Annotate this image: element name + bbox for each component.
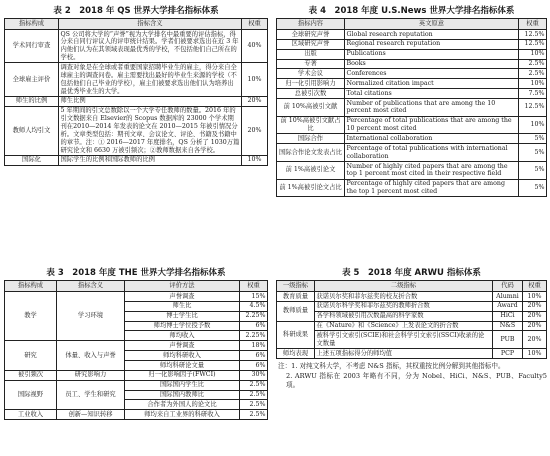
indicator-code: PCP — [493, 349, 523, 359]
indicator-name: 国际合作论文发表占比 — [277, 144, 345, 162]
table-note: 注：1. 对纯文科大学，不考虑 N&S 指标，其权重按比例分解到其他指标中。 — [278, 362, 505, 371]
indicator-name: 前 1%高被引论文占比 — [277, 179, 345, 197]
column-header: 指标含义 — [59, 19, 242, 30]
indicator-meaning: 员工、学生和研究 — [57, 380, 125, 410]
indicator-name: 学术会议 — [277, 69, 345, 79]
indicator-meaning: 体量、收入与声誉 — [57, 341, 125, 371]
column-header: 权重 — [523, 281, 547, 292]
table-row — [277, 39, 547, 49]
indicator-weight: 2.25% — [240, 311, 268, 321]
indicator-weight: 20% — [523, 321, 547, 331]
indicator-weight: 40% — [242, 30, 268, 63]
usnews-caption: 表 4 2018 年度 U.S.News 世界大学排名指标体系 — [308, 6, 515, 16]
indicator-weight: 18% — [240, 341, 268, 351]
table-row — [5, 292, 268, 302]
secondary-indicator: 获诺贝尔科学奖和菲尔兹奖的教师折合数 — [315, 301, 493, 311]
indicator-weight: 10% — [523, 292, 547, 302]
indicator-meaning: 学习环境 — [57, 292, 125, 341]
table-row — [277, 144, 547, 162]
table-row — [277, 89, 547, 99]
primary-indicator: 教师质量 — [277, 301, 315, 321]
indicator-weight: 20% — [523, 311, 547, 321]
table-row — [277, 134, 547, 144]
column-header: 代码 — [493, 281, 523, 292]
primary-indicator: 教育质量 — [277, 292, 315, 302]
indicator-name: 教学 — [5, 292, 57, 341]
indicator-english: Books — [345, 59, 519, 69]
indicator-weight: 2.5% — [240, 390, 268, 400]
indicator-weight: 30% — [240, 370, 268, 380]
column-header: 指标构成 — [5, 281, 57, 292]
indicator-weight: 6% — [240, 321, 268, 331]
table-row — [5, 106, 268, 155]
table-row — [5, 155, 268, 165]
indicator-weight: 2.5% — [240, 380, 268, 390]
evaluation-method: 师均博士学位授予数 — [125, 321, 240, 331]
indicator-name: 研究 — [5, 341, 57, 371]
table-row — [277, 79, 547, 89]
indicator-code: PUB — [493, 331, 523, 349]
column-header: 一级指标 — [277, 281, 315, 292]
column-header: 指标内容 — [277, 19, 345, 30]
evaluation-method: 声誉调查 — [125, 341, 240, 351]
indicator-weight: 12.5% — [519, 39, 547, 49]
arwu-notes — [276, 362, 547, 391]
column-header: 指标含义 — [57, 281, 125, 292]
table-row — [277, 162, 547, 180]
indicator-code: Award — [493, 301, 523, 311]
indicator-description: 国际学生的比例和国际教师的比例 — [59, 155, 242, 165]
indicator-description: QS 公司将大学的“声誉”视为大学排名中最重要的评估指标，得分来自同行评议人的评审统计结果。学者们被要求选出在近 3 年内他们认为在其领域表现最优秀的学校，不包括他们自己所在的学校。 — [59, 30, 242, 63]
indicator-name: 被引频次 — [5, 370, 57, 380]
indicator-name: 前 10%高被引文献 — [277, 99, 345, 117]
qs-table — [4, 18, 268, 166]
indicator-name: 工业收入 — [5, 410, 57, 420]
table-row — [277, 321, 547, 331]
indicator-code: Alumni — [493, 292, 523, 302]
indicator-name: 国际合作 — [277, 134, 345, 144]
indicator-weight: 20% — [523, 331, 547, 349]
indicator-name: 教师人均引文 — [5, 106, 59, 155]
column-header: 权重 — [242, 19, 268, 30]
indicator-weight: 20% — [242, 106, 268, 155]
indicator-weight: 15% — [240, 292, 268, 302]
table-row — [5, 341, 268, 351]
table-row — [277, 49, 547, 59]
table-row — [277, 179, 547, 197]
table-row — [277, 30, 547, 40]
evaluation-method: 合作者为外国人的论文比 — [125, 400, 240, 410]
indicator-name: 前 10%高被引文献占比 — [277, 116, 345, 134]
indicator-weight: 2.5% — [519, 69, 547, 79]
usnews-panel — [276, 4, 547, 197]
table-row — [277, 69, 547, 79]
secondary-indicator: 上述五项指标得分的师均值 — [315, 349, 493, 359]
evaluation-method: 师均来自工业界的科研收入 — [125, 410, 240, 420]
secondary-indicator: 各学科领域被引用次数最高的科学家数 — [315, 311, 493, 321]
column-header: 二级指标 — [315, 281, 493, 292]
secondary-indicator: 获诺贝尔奖和菲尔兹奖的校友折合数 — [315, 292, 493, 302]
table-note: 2. ARWU 指标在 2003 年略有不同，分为 Nobel、HiCi、N&S、PUB、Faculty5 项。 — [286, 371, 547, 390]
qs-caption: 表 2 2018 年 QS 世界大学排名指标体系 — [53, 6, 219, 16]
indicator-weight: 4.5% — [240, 301, 268, 311]
indicator-name: 总被引次数 — [277, 89, 345, 99]
indicator-weight: 10% — [242, 155, 268, 165]
evaluation-method: 归一化影响因子(FWCI) — [125, 370, 240, 380]
evaluation-method: 师均科研论文量 — [125, 361, 240, 371]
indicator-english: Conferences — [345, 69, 519, 79]
indicator-english: Percentage of total publications with international collaboration — [345, 144, 519, 162]
indicator-description: 5 年期间的引文总数除以一个大学专任教师的数量。2016 年的引文数据来自 Elsevier的 Scopus 数据库的 23000 个学术期刊在2010—2014 年发表的论文在 2010—2015 年被引情况分析。文章类型包括：期刊文章、会议论文、评论、书籍及书籍中的章节。注：① 2016—2017 年度排名，QS 分析了 1030万篇研究论文和 6630 万被引频次；②教师数据来自各学校。 — [59, 106, 242, 155]
indicator-english: Number of publications that are among the 10 percent most cited — [345, 99, 519, 117]
the-table — [4, 280, 268, 420]
indicator-weight: 6% — [240, 351, 268, 361]
indicator-name: 学术同行审查 — [5, 30, 59, 63]
indicator-name: 全球研究声誉 — [277, 30, 345, 40]
table-row — [5, 63, 268, 96]
indicator-english: Global research reputation — [345, 30, 519, 40]
table-row — [277, 331, 547, 349]
secondary-indicator: 被科学引文索引(SCIE)和社会科学引文索引(SSCI)收录的论文数量 — [315, 331, 493, 349]
secondary-indicator: 在《Nature》和《Science》上发表论文的折合数 — [315, 321, 493, 331]
arwu-table — [276, 280, 547, 359]
evaluation-method: 师均收入 — [125, 331, 240, 341]
table-row — [5, 30, 268, 63]
indicator-weight: 12.5% — [519, 99, 547, 117]
indicator-meaning: 研究影响力 — [57, 370, 125, 380]
indicator-name: 国际化 — [5, 155, 59, 165]
table-row — [277, 301, 547, 311]
indicator-english: Number of highly cited papers that are among the top 1 percent most cited in their respective field — [345, 162, 519, 180]
indicator-weight: 5% — [519, 144, 547, 162]
usnews-table — [276, 18, 547, 197]
indicator-name: 全球雇主评价 — [5, 63, 59, 96]
indicator-code: N&S — [493, 321, 523, 331]
indicator-weight: 2.25% — [240, 331, 268, 341]
indicator-weight: 5% — [519, 134, 547, 144]
indicator-description: 调查对象是在全球或者重要国家招聘毕业生的雇主，得分来自全球雇主的调查问卷。雇主需要找出最好的毕业生来源的学校（不包括他们自己毕业的学校），雇主们被要求选出他们认为培养出最优秀毕业生的大学。 — [59, 63, 242, 96]
the-panel — [4, 266, 268, 420]
evaluation-method: 师均科研收入 — [125, 351, 240, 361]
indicator-name: 专著 — [277, 59, 345, 69]
indicator-weight: 2.5% — [240, 410, 268, 420]
evaluation-method: 国际国内教师比 — [125, 390, 240, 400]
indicator-weight: 10% — [519, 116, 547, 134]
indicator-name: 前 1%高被引论文 — [277, 162, 345, 180]
table-row — [5, 370, 268, 380]
indicator-english: International collaboration — [345, 134, 519, 144]
evaluation-method: 声誉调查 — [125, 292, 240, 302]
indicator-code: HiCi — [493, 311, 523, 321]
the-caption: 表 3 2018 年度 THE 世界大学排名指标体系 — [46, 268, 226, 278]
table-row — [277, 292, 547, 302]
indicator-name: 师生的比例 — [5, 96, 59, 106]
qs-panel — [4, 4, 268, 166]
indicator-english: Percentage of total publications that are among the 10 percent most cited — [345, 116, 519, 134]
indicator-weight: 2.5% — [519, 59, 547, 69]
indicator-weight: 10% — [242, 63, 268, 96]
column-header: 权重 — [519, 19, 547, 30]
indicator-english: Percentage of highly cited papers that are among the top 1 percent most cited — [345, 179, 519, 197]
indicator-english: Publications — [345, 49, 519, 59]
indicator-english: Total citations — [345, 89, 519, 99]
indicator-weight: 12.5% — [519, 30, 547, 40]
indicator-weight: 10% — [523, 349, 547, 359]
indicator-meaning: 创新—知识转移 — [57, 410, 125, 420]
table-row — [277, 349, 547, 359]
table-row — [5, 380, 268, 390]
table-row — [277, 59, 547, 69]
indicator-name: 归一化引用影响力 — [277, 79, 345, 89]
indicator-name: 国际视野 — [5, 380, 57, 410]
table-row — [277, 311, 547, 321]
column-header: 评价方法 — [125, 281, 240, 292]
primary-indicator: 师均表现 — [277, 349, 315, 359]
column-header: 指标构成 — [5, 19, 59, 30]
indicator-name: 区域研究声誉 — [277, 39, 345, 49]
indicator-weight: 5% — [519, 162, 547, 180]
indicator-weight: 10% — [519, 49, 547, 59]
primary-indicator: 科研成果 — [277, 321, 315, 349]
indicator-weight: 6% — [240, 361, 268, 371]
arwu-panel — [276, 266, 547, 391]
evaluation-method: 国际国内学生比 — [125, 380, 240, 390]
indicator-weight: 7.5% — [519, 89, 547, 99]
indicator-weight: 20% — [242, 96, 268, 106]
indicator-weight: 2.5% — [240, 400, 268, 410]
indicator-name: 出版 — [277, 49, 345, 59]
column-header: 权重 — [240, 281, 268, 292]
indicator-weight: 10% — [519, 79, 547, 89]
evaluation-method: 博士学生比 — [125, 311, 240, 321]
arwu-header-row — [277, 281, 547, 292]
indicator-weight: 5% — [519, 179, 547, 197]
table-row — [5, 410, 268, 420]
evaluation-method: 师生比 — [125, 301, 240, 311]
indicator-english: Normalized citation impact — [345, 79, 519, 89]
table-row — [5, 96, 268, 106]
column-header: 英文原意 — [345, 19, 519, 30]
indicator-english: Regional research reputation — [345, 39, 519, 49]
indicator-weight: 20% — [523, 301, 547, 311]
the-header-row — [5, 281, 268, 292]
indicator-description: 师生比例 — [59, 96, 242, 106]
qs-header-row — [5, 19, 268, 30]
table-row — [277, 99, 547, 117]
table-row — [277, 116, 547, 134]
usnews-header-row — [277, 19, 547, 30]
arwu-caption: 表 5 2018 年度 ARWU 指标体系 — [342, 268, 481, 278]
